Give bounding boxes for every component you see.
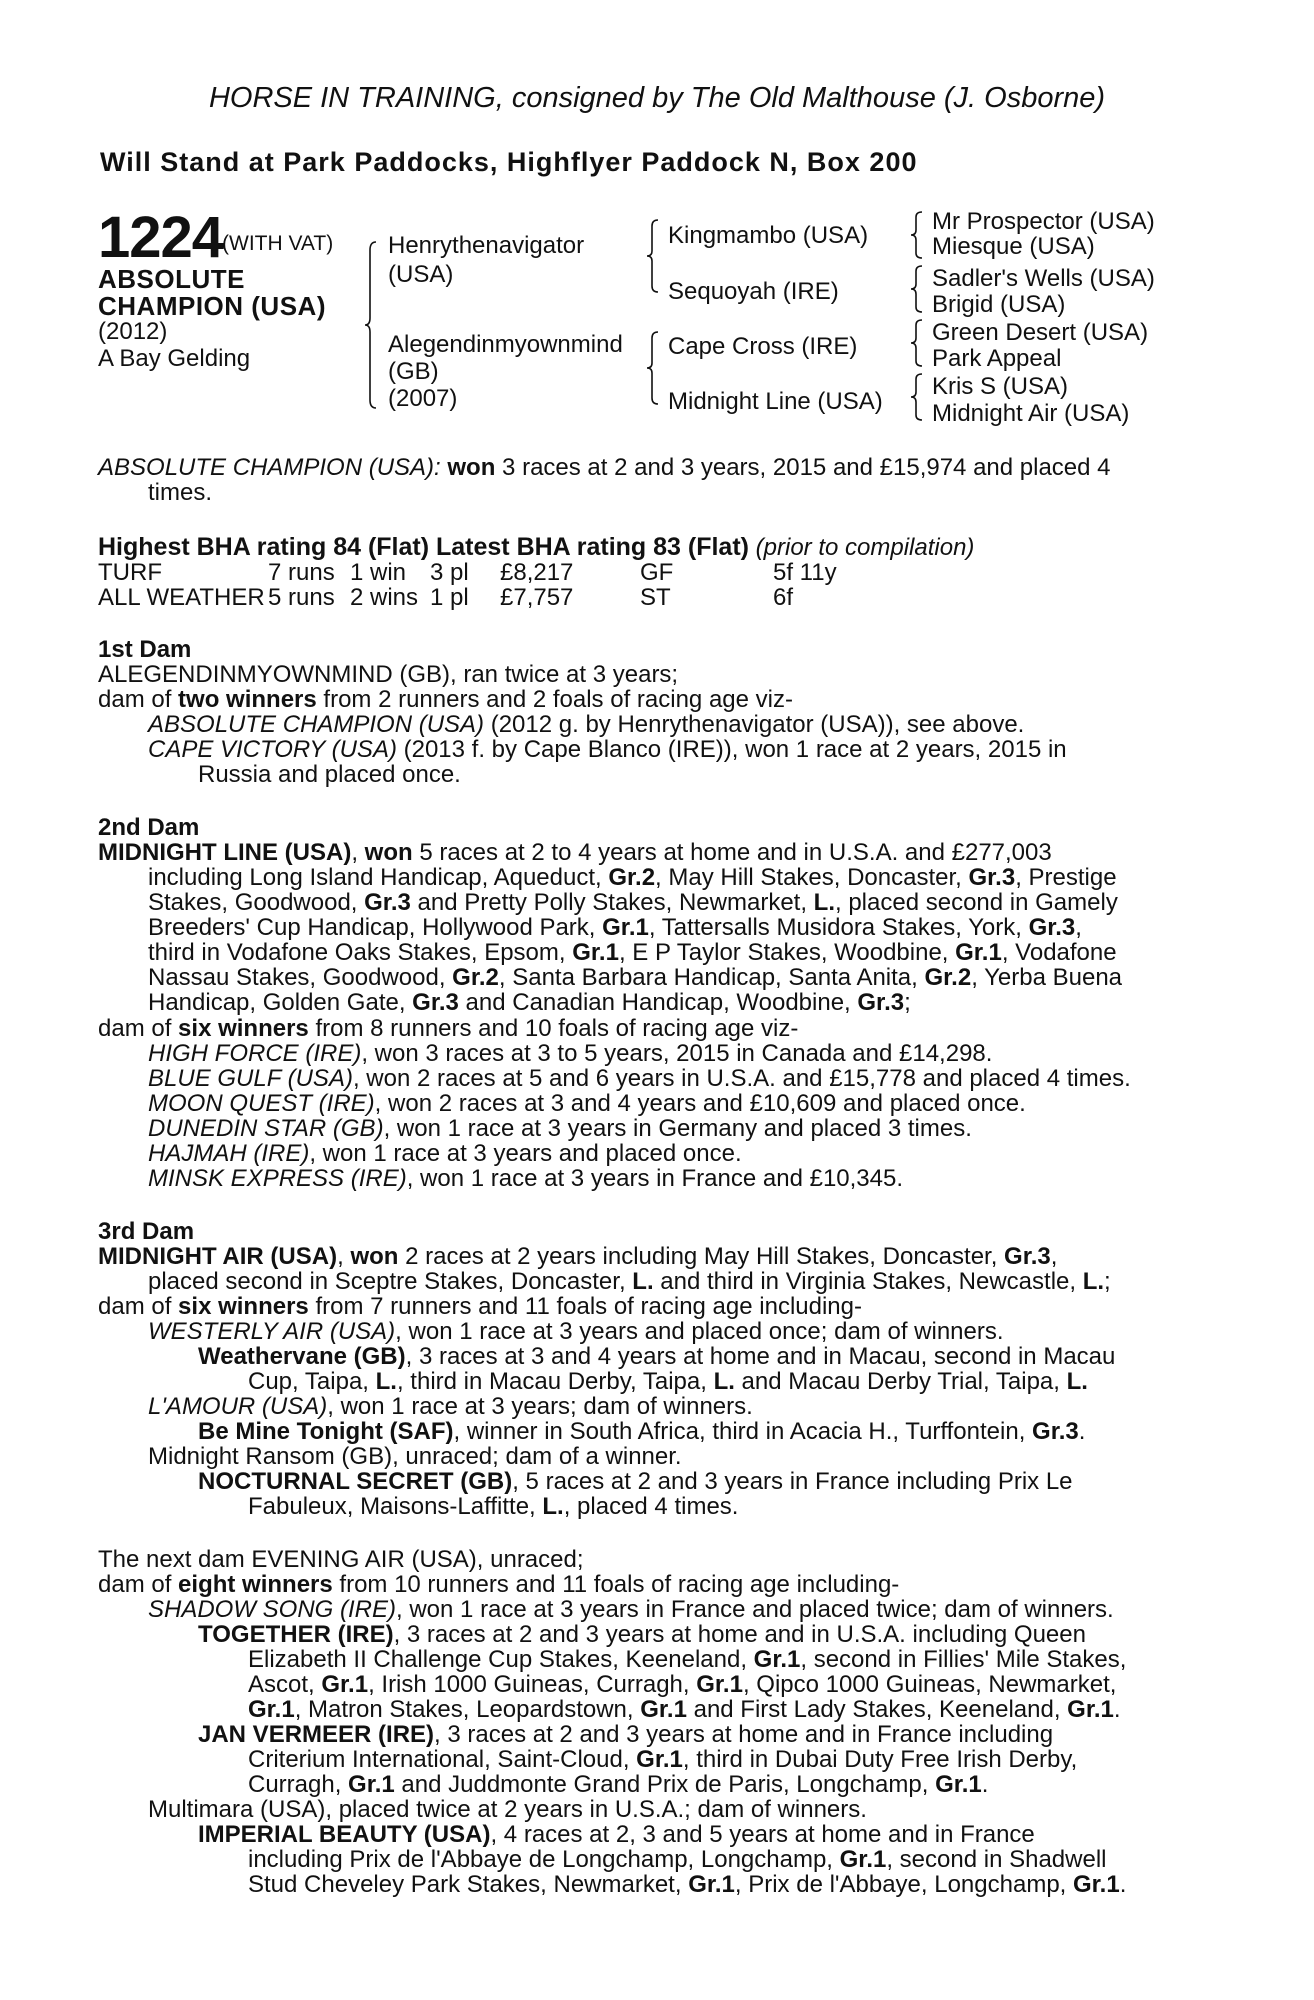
next-dam-progeny-line: Ascot, Gr.1, Irish 1000 Guineas, Curragh, Gr.1, Qipco 1000 Guineas, Newmarket,	[248, 1671, 1117, 1698]
progeny-name: DUNEDIN STAR (GB)	[148, 1115, 384, 1142]
progeny-name: SHADOW SONG (IRE)	[148, 1596, 397, 1623]
record-pl: 3 pl	[430, 559, 469, 586]
third-dam-line: placed second in Sceptre Stakes, Doncaster, L. and third in Virginia Stakes, Newcastle, L.;	[148, 1268, 1111, 1295]
third-dam-progeny: L'AMOUR (USA), won 1 race at 3 years; dam of winners.	[148, 1393, 753, 1420]
second-dam-produce-a: dam of	[98, 1015, 179, 1042]
pedigree-dam-year: (2007)	[388, 385, 458, 412]
horse-name-line2: CHAMPION (USA)	[98, 291, 326, 321]
pedigree-ddd: Midnight Air (USA)	[932, 400, 1130, 427]
lot-number: 1224	[98, 205, 224, 270]
second-dam-record-line: Handicap, Golden Gate, Gr.3 and Canadian Handicap, Woodbine, Gr.3;	[148, 989, 911, 1016]
record-dist: 5f 11y	[773, 559, 837, 586]
pedigree-brace-sire	[646, 218, 664, 294]
second-dam-record-line: MIDNIGHT LINE (USA), won 5 races at 2 to 4 years at home and in U.S.A. and £277,003	[98, 839, 1052, 866]
record-wins: 1 win	[350, 559, 407, 586]
progeny-name: HIGH FORCE (IRE)	[148, 1040, 362, 1067]
next-dam-progeny-line: including Prix de l'Abbaye de Longchamp, Longchamp, Gr.1, second in Shadwell	[248, 1846, 1107, 1873]
third-dam-progeny-cont: Fabuleux, Maisons-Laffitte, L., placed 4 times.	[248, 1493, 739, 1520]
next-dam-progeny-line: Elizabeth II Challenge Cup Stakes, Keeneland, Gr.1, second in Fillies' Mile Stakes,	[248, 1646, 1127, 1673]
second-dam-progeny: HIGH FORCE (IRE), won 3 races at 3 to 5 years, 2015 in Canada and £14,298.	[148, 1040, 993, 1067]
first-dam-progeny-1	[148, 711, 1024, 739]
pedigree-brace-ds	[910, 318, 926, 368]
summary-colon: :	[434, 454, 441, 481]
third-dam-progeny: Weathervane (GB), 3 races at 3 and 4 years at home and in Macau, second in Macau	[198, 1343, 1116, 1370]
next-dam-progeny-line: Curragh, Gr.1 and Juddmonte Grand Prix de Paris, Longchamp, Gr.1.	[248, 1771, 989, 1798]
progeny-name: WESTERLY AIR (USA)	[148, 1318, 396, 1345]
first-dam-produce-c: from 2 runners and 2 foals of racing age viz-	[316, 686, 793, 713]
pedigree-brace-dd	[910, 372, 926, 422]
second-dam-record-line: including Long Island Handicap, Aqueduct, Gr.2, May Hill Stakes, Doncaster, Gr.3, Prestige	[148, 864, 1117, 891]
third-dam-progeny-cont: Cup, Taipa, L., third in Macau Derby, Taipa, L. and Macau Derby Trial, Taipa, L.	[248, 1368, 1088, 1395]
pedigree-dd: Midnight Line (USA)	[668, 388, 883, 415]
progeny-name: ABSOLUTE CHAMPION (USA)	[148, 711, 485, 738]
vat-note: (WITH VAT)	[222, 232, 334, 255]
pedigree-brace-sd	[910, 264, 926, 314]
progeny-name: L'AMOUR (USA)	[148, 1393, 328, 1420]
record-pl: 1 pl	[430, 584, 469, 611]
horse-name-line1: ABSOLUTE	[98, 264, 245, 294]
progeny-name: BLUE GULF (USA)	[148, 1065, 353, 1092]
second-dam-progeny: HAJMAH (IRE), won 1 race at 3 years and placed once.	[148, 1140, 742, 1167]
stand-location: Will Stand at Park Paddocks, Highflyer Paddock N, Box 200	[100, 147, 918, 177]
first-dam-winners: two winners	[178, 686, 317, 713]
pedigree-sd: Sequoyah (IRE)	[668, 278, 839, 305]
second-dam-produce	[98, 1015, 798, 1043]
first-dam-produce	[98, 686, 793, 714]
third-dam-title: 3rd Dam	[98, 1218, 195, 1245]
third-dam-line: MIDNIGHT AIR (USA), won 2 races at 2 years including May Hill Stakes, Doncaster, Gr.3,	[98, 1243, 1058, 1270]
first-dam-progeny-2-cont: Russia and placed once.	[198, 761, 461, 788]
second-dam-progeny: MOON QUEST (IRE), won 2 races at 3 and 4 years and £10,609 and placed once.	[148, 1090, 1026, 1117]
pedigree-dds: Kris S (USA)	[932, 373, 1069, 400]
third-dam-progeny: Midnight Ransom (GB), unraced; dam of a winner.	[148, 1443, 682, 1470]
second-dam-winners: six winners	[178, 1015, 309, 1042]
record-wins: 2 wins	[350, 584, 419, 611]
summary-won: won	[447, 454, 496, 481]
pedigree-dsd: Park Appeal	[932, 345, 1062, 372]
pedigree-ssd: Miesque (USA)	[932, 233, 1095, 260]
pedigree-brace-gen1	[364, 240, 384, 410]
pedigree-brace-dam	[646, 330, 664, 406]
third-dam-produce: dam of six winners from 7 runners and 11 foals of racing age including-	[98, 1293, 862, 1320]
pedigree-dss: Green Desert (USA)	[932, 319, 1149, 346]
horse-year: (2012)	[98, 318, 168, 345]
pedigree-sss: Mr Prospector (USA)	[932, 208, 1155, 235]
next-dam-progeny-line: Stud Cheveley Park Stakes, Newmarket, Gr.1, Prix de l'Abbaye, Longchamp, Gr.1.	[248, 1871, 1127, 1898]
progeny-text: (2013 f. by Cape Blanco (IRE)), won 1 race at 2 years, 2015 in	[396, 736, 1067, 763]
first-dam-line: ALEGENDINMYOWNMIND (GB), ran twice at 3 years;	[98, 661, 679, 688]
pedigree-sdd: Brigid (USA)	[932, 291, 1066, 318]
next-dam-progeny-line: SHADOW SONG (IRE), won 1 race at 3 years in France and placed twice; dam of winners.	[148, 1596, 1114, 1623]
record-surface: ALL WEATHER	[98, 584, 265, 611]
next-dam-produce: dam of eight winners from 10 runners and 11 foals of racing age including-	[98, 1571, 900, 1598]
pedigree-ss: Kingmambo (USA)	[668, 222, 869, 249]
record-going: GF	[640, 559, 674, 586]
first-dam-progeny-2	[148, 736, 1067, 764]
summary-text: 3 races at 2 and 3 years, 2015 and £15,974 and placed 4	[495, 454, 1111, 481]
pedigree-brace-ss	[910, 210, 926, 260]
rating-note: (prior to compilation)	[749, 534, 975, 561]
catalogue-header: HORSE IN TRAINING, consigned by The Old Malthouse (J. Osborne)	[208, 82, 1106, 114]
horse-description: A Bay Gelding	[98, 345, 251, 372]
progeny-name: MINSK EXPRESS (IRE)	[148, 1165, 407, 1192]
summary-horse-name: ABSOLUTE CHAMPION (USA)	[98, 454, 435, 481]
record-runs: 5 runs	[268, 584, 335, 611]
record-going: ST	[640, 584, 671, 611]
record-runs: 7 runs	[268, 559, 335, 586]
record-dist: 6f	[773, 584, 794, 611]
third-dam-progeny: Be Mine Tonight (SAF), winner in South Africa, third in Acacia H., Turffontein, Gr.3.	[198, 1418, 1086, 1445]
race-summary-cont: times.	[148, 479, 213, 506]
second-dam-record-line: Stakes, Goodwood, Gr.3 and Pretty Polly Stakes, Newmarket, L., placed second in Gamely	[148, 889, 1118, 916]
next-dam-progeny-line: Multimara (USA), placed twice at 2 years in U.S.A.; dam of winners.	[148, 1796, 867, 1823]
next-dam-progeny-line: Criterium International, Saint-Cloud, Gr.1, third in Dubai Duty Free Irish Derby,	[248, 1746, 1078, 1773]
next-dam-progeny-line: JAN VERMEER (IRE), 3 races at 2 and 3 years at home and in France including	[198, 1721, 1054, 1748]
progeny-name: HAJMAH (IRE)	[148, 1140, 310, 1167]
race-summary	[98, 454, 1111, 482]
record-surface: TURF	[98, 559, 162, 586]
pedigree-sds: Sadler's Wells (USA)	[932, 265, 1155, 292]
progeny-name: CAPE VICTORY (USA)	[148, 736, 397, 763]
second-dam-produce-c: from 8 runners and 10 foals of racing age viz-	[308, 1015, 799, 1042]
next-dam-progeny-line: IMPERIAL BEAUTY (USA), 4 races at 2, 3 and 5 years at home and in France	[198, 1821, 1035, 1848]
progeny-name: MOON QUEST (IRE)	[148, 1090, 375, 1117]
pedigree-dam: Alegendinmyownmind	[388, 331, 623, 358]
pedigree-ds: Cape Cross (IRE)	[668, 333, 858, 360]
next-dam-progeny-line: TOGETHER (IRE), 3 races at 2 and 3 years at home and in U.S.A. including Queen	[198, 1621, 1086, 1648]
next-dam-line: The next dam EVENING AIR (USA), unraced;	[98, 1546, 584, 1573]
second-dam-record-line: Breeders' Cup Handicap, Hollywood Park, Gr.1, Tattersalls Musidora Stakes, York, Gr.3,	[148, 914, 1082, 941]
pedigree-sire-country: (USA)	[388, 261, 454, 288]
pedigree-sire: Henrythenavigator	[388, 232, 585, 259]
second-dam-title: 2nd Dam	[98, 814, 200, 841]
record-money: £8,217	[500, 559, 574, 586]
second-dam-progeny: BLUE GULF (USA), won 2 races at 5 and 6 years in U.S.A. and £15,778 and placed 4 times.	[148, 1065, 1131, 1092]
third-dam-progeny: WESTERLY AIR (USA), won 1 race at 3 years and placed once; dam of winners.	[148, 1318, 1004, 1345]
rating-text: Highest BHA rating 84 (Flat) Latest BHA rating 83 (Flat)	[98, 533, 749, 561]
next-dam-progeny-line: Gr.1, Matron Stakes, Leopardstown, Gr.1 and First Lady Stakes, Keeneland, Gr.1.	[248, 1696, 1121, 1723]
second-dam-record-line: Nassau Stakes, Goodwood, Gr.2, Santa Barbara Handicap, Santa Anita, Gr.2, Yerba Buena	[148, 964, 1123, 991]
record-money: £7,757	[500, 584, 574, 611]
progeny-text: (2012 g. by Henrythenavigator (USA)), see above.	[484, 711, 1025, 738]
pedigree-dam-country: (GB)	[388, 358, 439, 385]
first-dam-title: 1st Dam	[98, 636, 192, 663]
first-dam-produce-a: dam of	[98, 686, 179, 713]
second-dam-progeny: MINSK EXPRESS (IRE), won 1 race at 3 years in France and £10,345.	[148, 1165, 904, 1192]
third-dam-progeny: NOCTURNAL SECRET (GB), 5 races at 2 and 3 years in France including Prix Le	[198, 1468, 1073, 1495]
second-dam-progeny: DUNEDIN STAR (GB), won 1 race at 3 years in Germany and placed 3 times.	[148, 1115, 972, 1142]
bha-rating	[98, 533, 974, 562]
second-dam-record-line: third in Vodafone Oaks Stakes, Epsom, Gr.1, E P Taylor Stakes, Woodbine, Gr.1, Vodafone	[148, 939, 1117, 966]
